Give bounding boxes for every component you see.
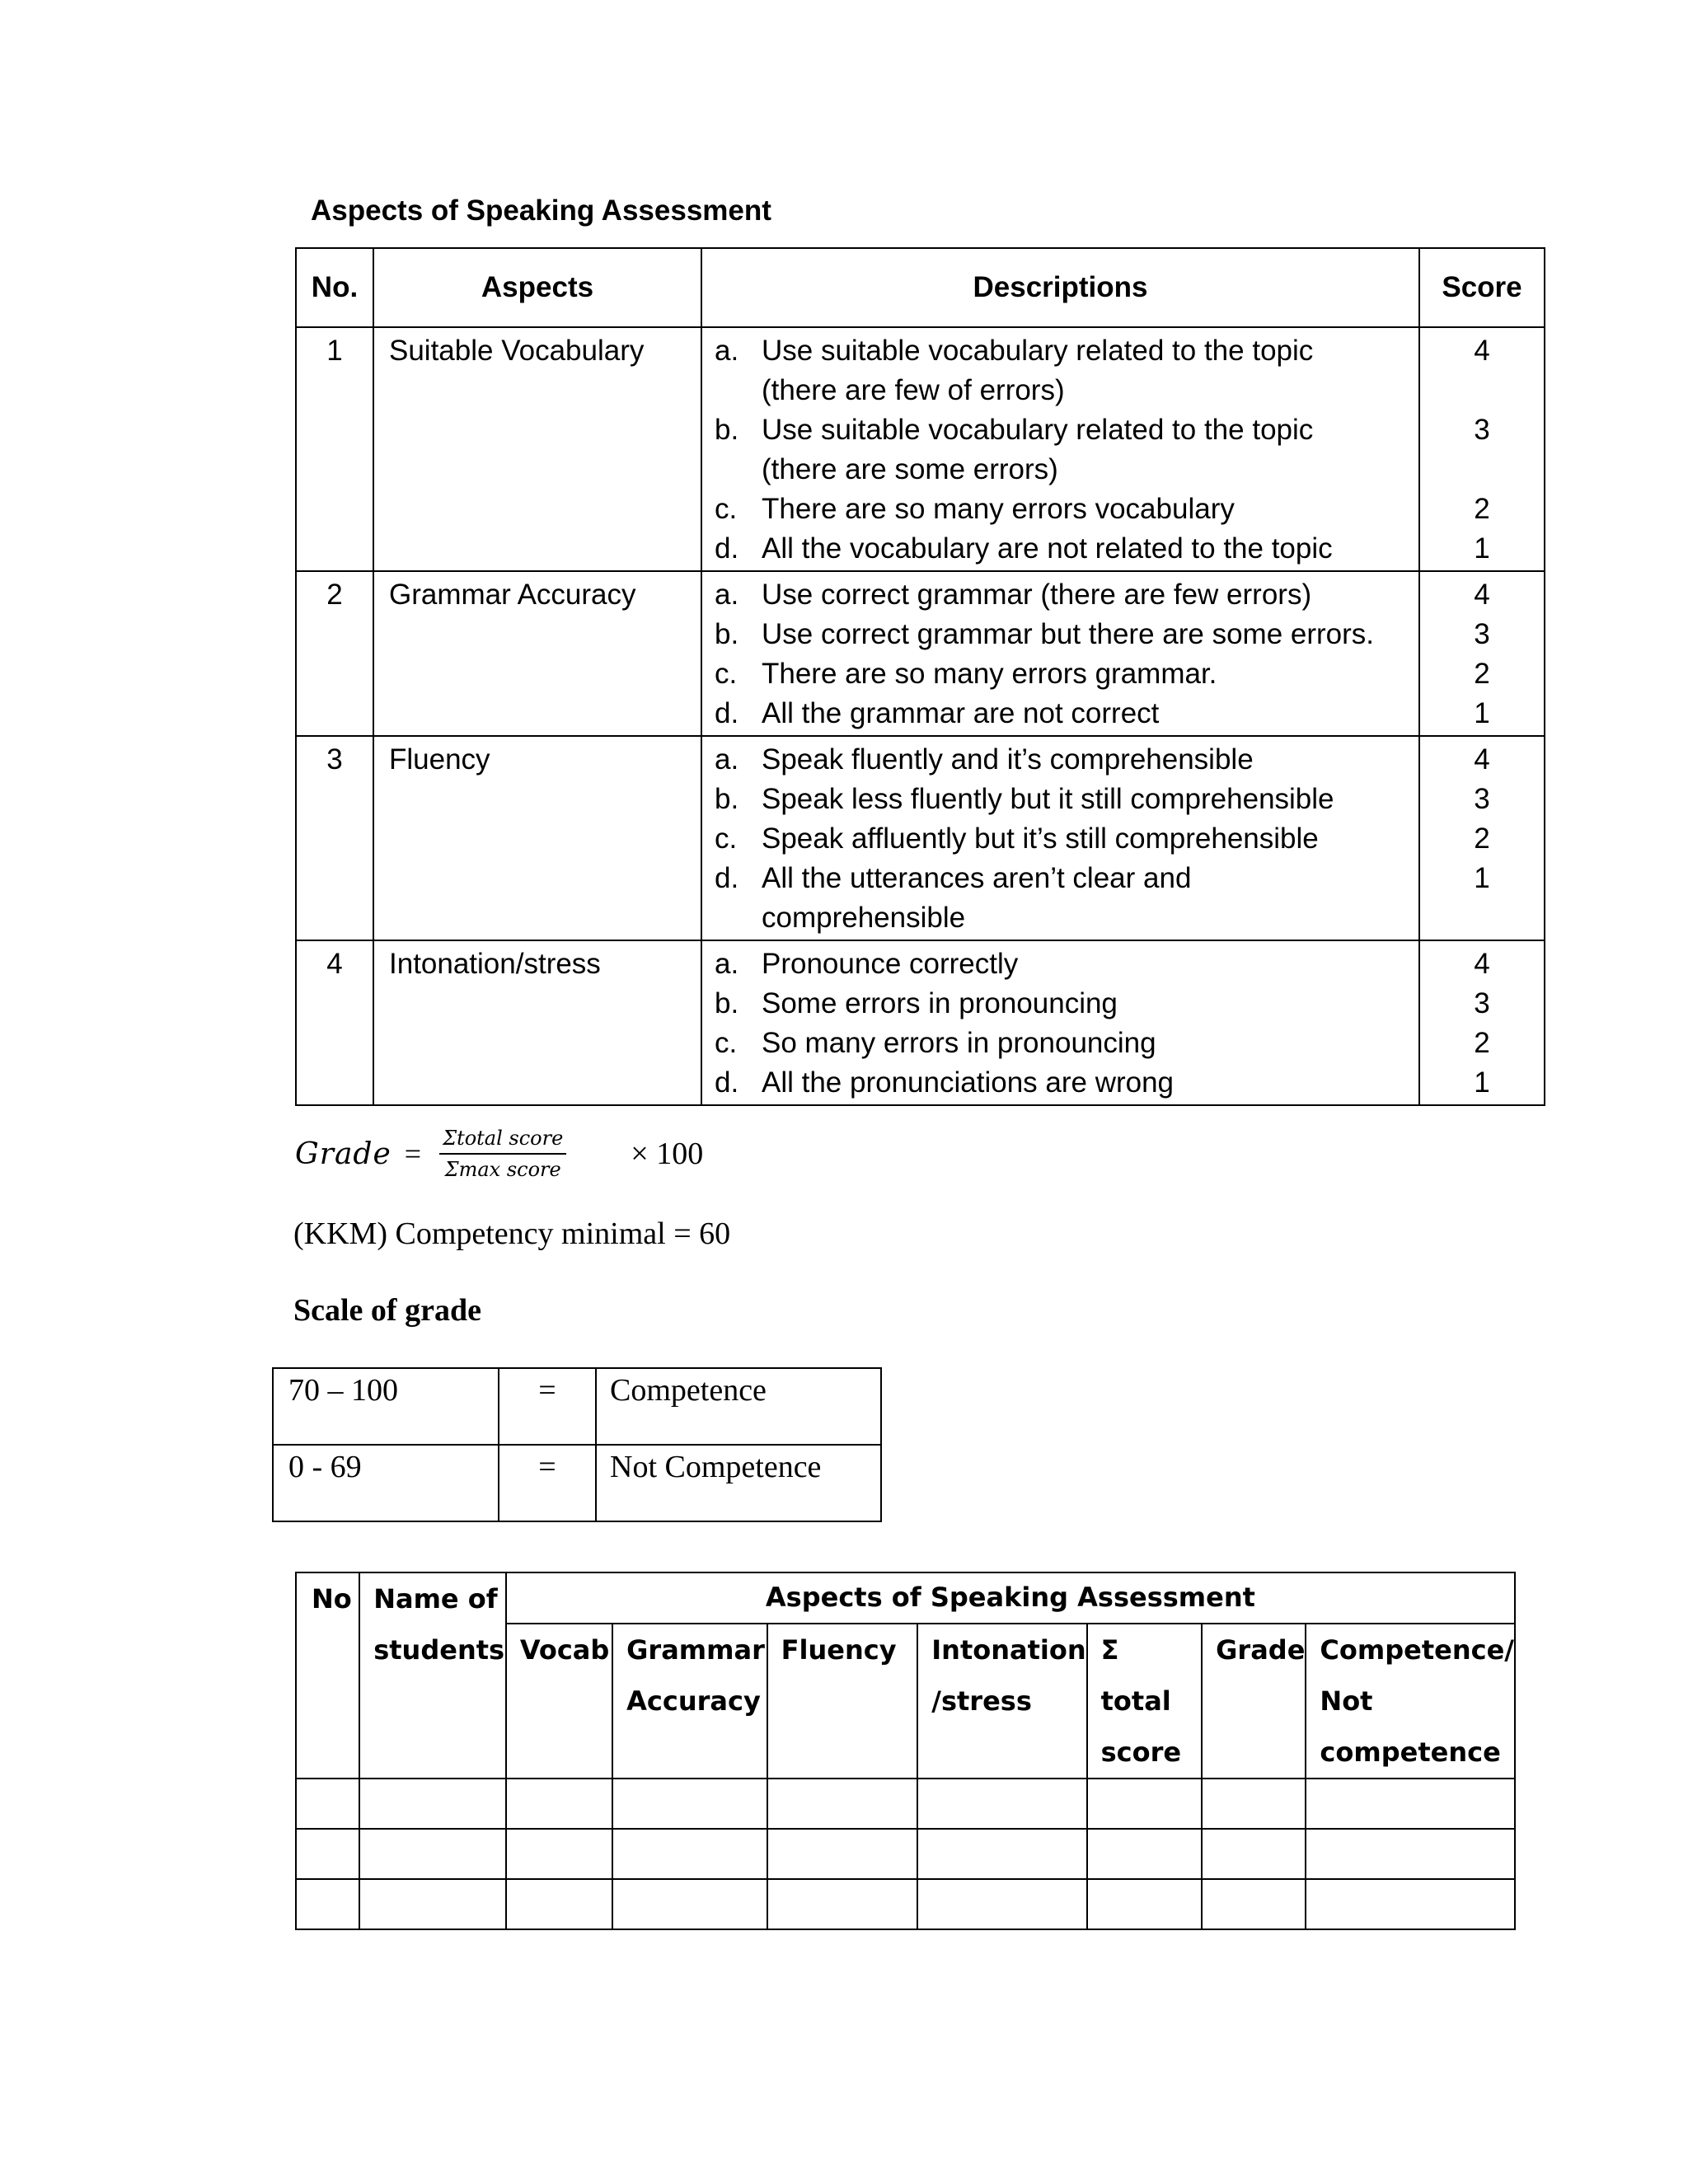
item-letter: b. <box>715 987 739 1019</box>
empty-cell[interactable] <box>612 1779 767 1829</box>
scale-row <box>273 1368 881 1445</box>
empty-cell[interactable] <box>767 1879 918 1929</box>
header-line: /stress <box>931 1685 1032 1717</box>
description-item <box>702 984 1418 1024</box>
item-score: 1 <box>1474 697 1490 729</box>
header-student-name <box>359 1572 506 1779</box>
item-text <box>762 780 1334 819</box>
table-row <box>296 1829 1515 1879</box>
header-column <box>917 1624 1086 1779</box>
item-text <box>762 615 1374 654</box>
header-column <box>767 1624 918 1779</box>
item-letter: a. <box>715 335 739 367</box>
empty-cell[interactable] <box>1306 1779 1515 1829</box>
item-score: 1 <box>1474 862 1490 894</box>
header-column <box>1306 1624 1515 1779</box>
score-table <box>295 1572 1516 1930</box>
rubric-number: 1 <box>296 327 373 571</box>
rubric-descriptions <box>701 571 1419 736</box>
formula-grade: Grade <box>295 1137 392 1171</box>
item-text <box>762 694 1159 733</box>
rubric-row <box>296 736 1545 940</box>
rubric-aspect: Grammar Accuracy <box>373 571 701 736</box>
header-line: Competence/ <box>1320 1634 1514 1666</box>
header-line: Grammar <box>626 1634 765 1666</box>
rubric-row <box>296 940 1545 1105</box>
item-text-line: So many errors in pronouncing <box>762 1027 1156 1059</box>
empty-cell[interactable] <box>1202 1779 1306 1829</box>
description-list <box>702 737 1418 940</box>
item-text-line: Speak fluently and it’s comprehensible <box>762 743 1254 776</box>
item-letter: c. <box>715 823 738 855</box>
item-score: 4 <box>1474 948 1490 980</box>
empty-cell[interactable] <box>767 1829 918 1879</box>
item-letter: d. <box>715 532 739 565</box>
empty-cell[interactable] <box>917 1879 1086 1929</box>
header-line: Grade <box>1216 1634 1306 1666</box>
empty-cell[interactable] <box>359 1779 506 1829</box>
header-column <box>506 1624 612 1779</box>
rubric-header-row <box>296 248 1545 327</box>
empty-cell[interactable] <box>506 1879 612 1929</box>
header-line: Not <box>1320 1685 1373 1717</box>
rubric-row <box>296 327 1545 571</box>
item-text <box>762 1024 1156 1063</box>
header-column <box>1202 1624 1306 1779</box>
empty-cell[interactable] <box>1306 1879 1515 1929</box>
item-text <box>762 575 1311 615</box>
item-score: 2 <box>1474 823 1490 855</box>
item-score: 3 <box>1474 618 1490 650</box>
header-line: Intonation <box>931 1634 1086 1666</box>
item-text-line: Speak affluently but it’s still comprehensible <box>762 823 1319 855</box>
header-line: Vocab <box>519 1634 610 1666</box>
description-item <box>702 529 1418 569</box>
formula-numerator: Σtotal score <box>439 1127 566 1155</box>
empty-cell[interactable] <box>359 1879 506 1929</box>
empty-cell[interactable] <box>917 1829 1086 1879</box>
rubric-scores <box>1419 327 1545 571</box>
header-line: Σ <box>1100 1634 1119 1666</box>
description-item <box>702 490 1418 529</box>
scale-range: 70 – 100 <box>273 1368 499 1445</box>
description-item <box>702 694 1418 733</box>
item-text-line: All the pronunciations are wrong <box>762 1066 1175 1099</box>
empty-cell[interactable] <box>296 1829 359 1879</box>
item-text-line: Use suitable vocabulary related to the topic <box>762 414 1314 446</box>
header-column <box>612 1624 767 1779</box>
empty-cell[interactable] <box>1087 1779 1203 1829</box>
grade-formula <box>295 1121 703 1187</box>
rubric-row <box>296 571 1545 736</box>
empty-cell[interactable] <box>1087 1829 1203 1879</box>
scale-row <box>273 1445 881 1521</box>
description-item <box>702 1063 1418 1103</box>
item-text <box>762 740 1254 780</box>
description-item <box>702 615 1418 654</box>
header-line: Fluency <box>781 1634 897 1666</box>
rubric-table <box>295 247 1545 1106</box>
scale-title: Scale of grade <box>293 1293 481 1328</box>
item-text <box>762 331 1313 410</box>
description-item <box>702 1024 1418 1063</box>
description-item <box>702 859 1418 938</box>
item-letter: a. <box>715 948 739 980</box>
item-text-line: All the grammar are not correct <box>762 697 1160 729</box>
formula-fraction <box>439 1127 566 1181</box>
description-list <box>702 572 1418 735</box>
item-score: 1 <box>1474 532 1490 565</box>
rubric-number: 2 <box>296 571 373 736</box>
empty-cell[interactable] <box>612 1829 767 1879</box>
item-text <box>762 490 1235 529</box>
header-line: students <box>373 1634 505 1666</box>
rubric-scores <box>1419 571 1545 736</box>
score-list <box>1420 941 1544 1104</box>
item-letter: a. <box>715 579 739 611</box>
item-text <box>762 654 1217 694</box>
item-score: 2 <box>1474 658 1490 690</box>
item-text-line: Use suitable vocabulary related to the topic <box>762 335 1314 367</box>
item-text-line: Pronounce correctly <box>762 948 1019 980</box>
item-text-line: comprehensible <box>762 902 966 934</box>
header-score: Score <box>1419 248 1545 327</box>
item-letter: b. <box>715 414 739 446</box>
item-text-line: There are so many errors grammar. <box>762 658 1217 690</box>
item-score: 4 <box>1474 335 1490 367</box>
item-letter: c. <box>715 493 738 525</box>
score-list <box>1420 572 1544 735</box>
item-text-line: Use correct grammar but there are some errors. <box>762 618 1375 650</box>
item-score: 4 <box>1474 579 1490 611</box>
header-line: score <box>1100 1736 1182 1768</box>
header-aspects-group: Aspects of Speaking Assessment <box>506 1572 1515 1624</box>
description-item <box>702 780 1418 819</box>
item-letter: b. <box>715 618 739 650</box>
scale-equals: = <box>499 1368 596 1445</box>
scale-label: Not Competence <box>596 1445 881 1521</box>
rubric-aspect: Fluency <box>373 736 701 940</box>
score-header-row <box>296 1572 1515 1624</box>
rubric-number: 4 <box>296 940 373 1105</box>
item-text <box>762 944 1018 984</box>
header-line: total <box>1100 1685 1171 1717</box>
header-line: Accuracy <box>626 1685 761 1717</box>
empty-cell[interactable] <box>1306 1829 1515 1879</box>
item-letter: b. <box>715 783 739 815</box>
header-descriptions: Descriptions <box>701 248 1419 327</box>
scale-table <box>272 1367 882 1522</box>
item-text-line: (there are few of errors) <box>762 374 1065 406</box>
description-list <box>702 328 1418 570</box>
header-no: No. <box>296 248 373 327</box>
item-letter: d. <box>715 862 739 894</box>
kkm-text: (KKM) Competency minimal = 60 <box>293 1216 731 1251</box>
description-item <box>702 740 1418 780</box>
header-line: Name of <box>373 1583 498 1615</box>
item-text-line: Use correct grammar (there are few errors) <box>762 579 1312 611</box>
item-letter: c. <box>715 1027 738 1059</box>
empty-cell[interactable] <box>359 1829 506 1879</box>
header-column <box>1087 1624 1203 1779</box>
item-score: 4 <box>1474 743 1490 776</box>
item-score: 2 <box>1474 1027 1490 1059</box>
description-item <box>702 944 1418 984</box>
empty-cell[interactable] <box>1202 1879 1306 1929</box>
item-text-line: All the vocabulary are not related to the topic <box>762 532 1333 565</box>
item-text <box>762 819 1319 859</box>
item-letter: c. <box>715 658 738 690</box>
empty-cell[interactable] <box>296 1779 359 1829</box>
empty-cell[interactable] <box>1202 1829 1306 1879</box>
empty-cell[interactable] <box>1087 1879 1203 1929</box>
item-text-line: There are so many errors vocabulary <box>762 493 1235 525</box>
item-text <box>762 1063 1174 1103</box>
header-line: competence <box>1320 1736 1501 1768</box>
item-score: 3 <box>1474 783 1490 815</box>
item-score: 3 <box>1474 987 1490 1019</box>
scale-range: 0 - 69 <box>273 1445 499 1521</box>
empty-cell[interactable] <box>612 1879 767 1929</box>
item-score: 1 <box>1474 1066 1490 1099</box>
empty-cell[interactable] <box>767 1779 918 1829</box>
rubric-descriptions <box>701 940 1419 1105</box>
scale-equals: = <box>499 1445 596 1521</box>
item-score: 2 <box>1474 493 1490 525</box>
description-item <box>702 331 1418 410</box>
rubric-aspect: Intonation/stress <box>373 940 701 1105</box>
item-score: 3 <box>1474 414 1490 446</box>
item-letter: a. <box>715 743 739 776</box>
formula-multiplier: × 100 <box>631 1137 704 1171</box>
item-text <box>762 410 1313 490</box>
item-text <box>762 529 1333 569</box>
description-item <box>702 575 1418 615</box>
description-item <box>702 410 1418 490</box>
table-row <box>296 1779 1515 1829</box>
header-no: No <box>296 1572 359 1779</box>
description-item <box>702 819 1418 859</box>
formula-equals: = <box>404 1137 422 1170</box>
item-letter: d. <box>715 1066 739 1099</box>
empty-cell[interactable] <box>296 1879 359 1929</box>
item-text-line: Some errors in pronouncing <box>762 987 1118 1019</box>
header-aspects: Aspects <box>373 248 701 327</box>
scale-label: Competence <box>596 1368 881 1445</box>
table-row <box>296 1879 1515 1929</box>
rubric-descriptions <box>701 327 1419 571</box>
score-list <box>1420 328 1544 570</box>
empty-cell[interactable] <box>917 1779 1086 1829</box>
item-text-line: Speak less fluently but it still comprehensible <box>762 783 1334 815</box>
empty-cell[interactable] <box>506 1829 612 1879</box>
item-text-line: All the utterances aren’t clear and <box>762 862 1192 894</box>
item-text-line: (there are some errors) <box>762 453 1058 485</box>
rubric-scores <box>1419 736 1545 940</box>
rubric-aspect: Suitable Vocabulary <box>373 327 701 571</box>
page-title: Aspects of Speaking Assessment <box>311 194 771 227</box>
description-item <box>702 654 1418 694</box>
formula-denominator: Σmax score <box>444 1158 561 1181</box>
item-text <box>762 859 1191 938</box>
rubric-scores <box>1419 940 1545 1105</box>
empty-cell[interactable] <box>506 1779 612 1829</box>
item-letter: d. <box>715 697 739 729</box>
description-list <box>702 941 1418 1104</box>
score-list <box>1420 737 1544 940</box>
rubric-number: 3 <box>296 736 373 940</box>
rubric-descriptions <box>701 736 1419 940</box>
item-text <box>762 984 1118 1024</box>
